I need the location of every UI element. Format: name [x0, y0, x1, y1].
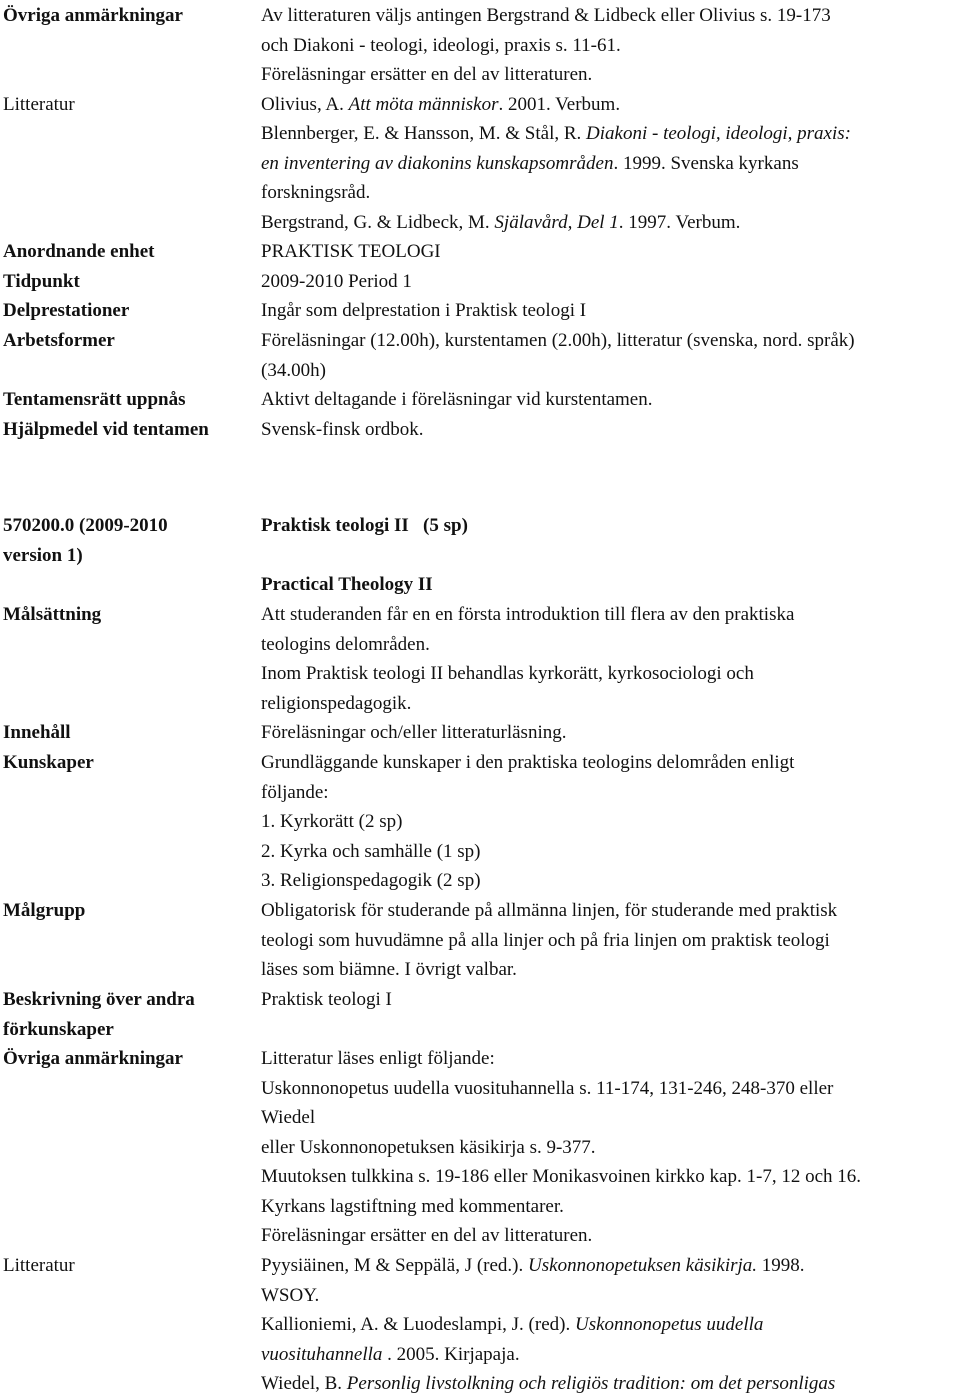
reference-wiedel	[261, 1369, 960, 1399]
text-line: följande:	[261, 781, 329, 803]
text-line: Föreläsningar ersätter en del av litteraturen.	[261, 1225, 593, 1246]
value-anordnande-enhet: PRAKTISK TEOLOGI	[261, 241, 441, 262]
value-malsattning	[261, 600, 960, 718]
text-line: teologins delområden.	[261, 633, 430, 655]
ref-authors: Bergstrand, G. & Lidbeck, M.	[261, 211, 495, 233]
value-ovriga-anmarkningar	[261, 1, 960, 90]
course-code	[3, 511, 168, 570]
reference-pyysiainen	[261, 1251, 960, 1281]
label-ovriga-anmarkningar: Övriga anmärkningar	[3, 1048, 183, 1069]
ref-publisher: . 2005. Kirjapaja.	[382, 1343, 520, 1365]
reference-kallioniemi-cont	[261, 1340, 960, 1370]
value-arbetsformer	[261, 326, 960, 385]
list-item: 2. Kyrka och samhälle (1 sp)	[261, 840, 481, 862]
label-anordnande-enhet: Anordnande enhet	[3, 241, 155, 262]
ref-authors: Blennberger, E. & Hansson, M. & Stål, R.	[261, 123, 587, 144]
ref-title: Att möta människor	[348, 93, 499, 115]
text-line: Muutoksen tulkkina s. 19-186 eller Monikasvoinen kirkko kap. 1-7, 12 och 16.	[261, 1166, 862, 1187]
ref-title: Uskonnonopetus uudella	[574, 1314, 764, 1335]
course-title: Praktisk teologi II	[261, 515, 409, 536]
course-title-block	[261, 511, 960, 600]
value-delprestationer: Ingår som delprestation i Praktisk teologi I	[261, 300, 587, 321]
ref-authors: Pyysiäinen, M & Seppälä, J (red.).	[261, 1255, 529, 1276]
text-line: Litteratur läses enligt följande:	[261, 1048, 495, 1069]
text-line: religionspedagogik.	[261, 692, 412, 714]
label-arbetsformer: Arbetsformer	[3, 330, 115, 351]
list-item: 3. Religionspedagogik (2 sp)	[261, 870, 481, 891]
label-beskrivning	[3, 985, 195, 1044]
text-line: Grundläggande kunskaper i den praktiska teologins delområden enligt	[261, 752, 795, 773]
course-code-line: version 1)	[3, 544, 83, 566]
label-tidpunkt: Tidpunkt	[3, 271, 80, 292]
course-credits: (5 sp)	[423, 515, 468, 536]
reference-olivius	[261, 90, 960, 120]
reference-pyysiainen-cont: WSOY.	[261, 1284, 320, 1306]
text-line: teologi som huvudämne på alla linjer och på fria linjen om praktisk teologi	[261, 929, 830, 951]
label-litteratur: Litteratur	[3, 93, 75, 115]
value-hjalpmedel: Svensk-finsk ordbok.	[261, 419, 424, 440]
text-line: Föreläsningar (12.00h), kurstentamen (2.00h), litteratur (svenska, nord. språk)	[261, 330, 855, 351]
text-line: och Diakoni - teologi, ideologi, praxis s. 11-61.	[261, 34, 621, 56]
ref-title: Personlig livstolkning och religiös tradition: om det personligas	[346, 1373, 836, 1394]
spacer	[261, 541, 960, 571]
value-innehall: Föreläsningar och/eller litteraturläsning.	[261, 722, 567, 743]
reference-kallioniemi	[261, 1310, 960, 1340]
label-hjalpmedel: Hjälpmedel vid tentamen	[3, 419, 209, 440]
course-title-line	[261, 511, 960, 541]
ref-authors: Kallioniemi, A. & Luodeslampi, J. (red).	[261, 1314, 575, 1335]
ref-year: 1998.	[757, 1255, 805, 1276]
text-line: Föreläsningar ersätter en del av litteraturen.	[261, 64, 593, 85]
course-code-line: 570200.0 (2009-2010	[3, 515, 168, 536]
ref-authors: Olivius, A.	[261, 93, 349, 115]
reference-bergstrand	[261, 208, 960, 238]
label-ovriga-anmarkningar: Övriga anmärkningar	[3, 5, 183, 26]
value-tidpunkt: 2009-2010 Period 1	[261, 271, 412, 292]
course-title-english: Practical Theology II	[261, 574, 433, 595]
ref-publisher: . 2001. Verbum.	[498, 93, 621, 115]
reference-blennberger	[261, 119, 960, 149]
value-tentamensratt: Aktivt deltagande i föreläsningar vid kurstentamen.	[261, 389, 653, 410]
ref-title: Uskonnonopetuksen käsikirja.	[528, 1255, 758, 1276]
value-litteratur	[261, 90, 960, 238]
value-beskrivning: Praktisk teologi I	[261, 989, 392, 1010]
label-malsattning: Målsättning	[3, 604, 102, 625]
value-litteratur	[261, 1251, 960, 1399]
text-line: Inom Praktisk teologi II behandlas kyrkorätt, kyrkosociologi och	[261, 663, 754, 684]
label-innehall: Innehåll	[3, 722, 71, 743]
text-line: Obligatorisk för studerande på allmänna linjen, för studerande med praktisk	[261, 900, 838, 921]
ref-title: vuosituhannella	[261, 1343, 383, 1365]
text-line: Att studeranden får en en första introduktion till flera av den praktiska	[261, 604, 795, 625]
text-line: eller Uskonnonopetuksen käsikirja s. 9-377.	[261, 1136, 596, 1158]
list-item: 1. Kyrkorätt (2 sp)	[261, 811, 403, 832]
label-delprestationer: Delprestationer	[3, 300, 130, 321]
text-line: (34.00h)	[261, 359, 326, 381]
text-line: Uskonnonopetus uudella vuosituhannella s. 11-174, 131-246, 248-370 eller	[261, 1077, 834, 1099]
label-line: förkunskaper	[3, 1018, 114, 1040]
value-malgrupp	[261, 896, 960, 985]
reference-blennberger-cont: forskningsråd.	[261, 182, 371, 203]
label-malgrupp: Målgrupp	[3, 900, 86, 921]
ref-authors: Wiedel, B.	[261, 1373, 347, 1394]
text-line: Wiedel	[261, 1107, 316, 1128]
text-line: Kyrkans lagstiftning med kommentarer.	[261, 1195, 564, 1217]
ref-publisher: . 1999. Svenska kyrkans	[613, 152, 799, 174]
label-line: Beskrivning över andra	[3, 989, 195, 1010]
ref-title: Själavård, Del 1	[494, 211, 619, 233]
ref-title: en inventering av diakonins kunskapsområden	[261, 152, 614, 174]
label-litteratur: Litteratur	[3, 1255, 75, 1276]
label-tentamensratt: Tentamensrätt uppnås	[3, 389, 186, 410]
ref-title: Diakoni - teologi, ideologi, praxis:	[586, 123, 851, 144]
value-ovriga-anmarkningar	[261, 1044, 960, 1251]
ref-publisher: . 1997. Verbum.	[618, 211, 741, 233]
text-line: läses som biämne. I övrigt valbar.	[261, 959, 517, 980]
label-kunskaper: Kunskaper	[3, 752, 94, 773]
value-kunskaper	[261, 748, 960, 896]
reference-blennberger-cont	[261, 149, 960, 179]
text-line: Av litteraturen väljs antingen Bergstrand & Lidbeck eller Olivius s. 19-173	[261, 5, 831, 26]
